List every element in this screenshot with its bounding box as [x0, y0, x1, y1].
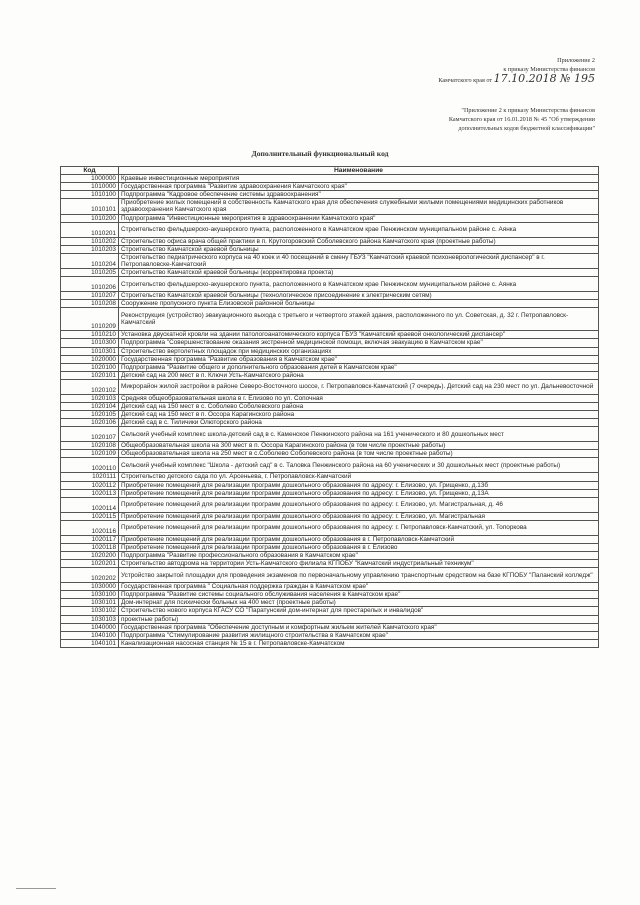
row-code: 1020114	[61, 497, 119, 512]
row-code: 1010207	[61, 292, 119, 300]
table-row	[61, 623, 599, 631]
document-header-approval	[438, 56, 595, 85]
row-name: Реконструкция (устройство) эвакуационного выхода с третьего и четвертого этажей здания, расположенного по ул. Советская, д. 32 г. Петропавловск-Камчатский	[119, 308, 599, 331]
table-row	[61, 560, 599, 568]
row-name: Сооружение пропускного пункта Елизовской районной больницы	[119, 300, 599, 308]
table-row	[61, 419, 599, 427]
column-header-code: Код	[61, 167, 119, 175]
row-name: Строительство педиатрического корпуса на 40 коек и 40 посещений в смену ГБУЗ "Камчатский краевой психоневрологический диспансер" в г. Петропавловске-Камчатский	[119, 253, 599, 268]
row-code: 1020110	[61, 458, 119, 473]
row-name: Приобретение помещений для реализации программ дошкольного образования в г. Петропавловск-Камчатский	[119, 535, 599, 543]
row-name: Краевые инвестиционные мероприятия	[119, 175, 599, 183]
appendix-label: Приложение 2	[557, 57, 595, 64]
order-reference: к приказу Министерства финансов	[503, 66, 595, 73]
table-row	[61, 237, 599, 245]
document-header-amended	[449, 106, 595, 133]
row-code: 1040101	[61, 639, 119, 647]
row-name: Строительство Камчатской краевой больницы	[119, 245, 599, 253]
row-name: Подпрограмма "Стимулирование развития жилищного строительства в Камчатском крае"	[119, 631, 599, 639]
table-body	[61, 175, 599, 648]
handwritten-date-number: 17.10.2018 № 195	[493, 72, 595, 85]
table-row	[61, 269, 599, 277]
table-row	[61, 631, 599, 639]
row-name: Государственная программа "Развитие здравоохранения Камчатского края"	[119, 183, 599, 191]
table-row	[61, 607, 599, 615]
row-code: 1010201	[61, 222, 119, 237]
row-code: 1020103	[61, 394, 119, 402]
row-name: Приобретение помещений для реализации программ дошкольного образования по адресу: г. Елизово, ул. Магистральная, д. 46	[119, 497, 599, 512]
row-code: 1020202	[61, 568, 119, 583]
row-code: 1020102	[61, 379, 119, 394]
table-row	[61, 481, 599, 489]
row-code: 1030101	[61, 599, 119, 607]
row-code: 1010100	[61, 191, 119, 199]
table-row	[61, 411, 599, 419]
row-name: Строительство фельдшерско-акушерского пункта, расположенного в Камчатском крае Пенжинском муниципальном районе с. Аянка	[119, 277, 599, 292]
row-code: 1040000	[61, 623, 119, 631]
row-code: 1000000	[61, 175, 119, 183]
table-row	[61, 458, 599, 473]
table-row	[61, 543, 599, 551]
row-name: Детский сад на 150 мест в с. Соболево Соболевского района	[119, 402, 599, 410]
row-code: 1010209	[61, 308, 119, 331]
order-date-line	[438, 74, 595, 85]
table-row	[61, 183, 599, 191]
table-row	[61, 363, 599, 371]
row-code: 1020111	[61, 473, 119, 481]
table-row	[61, 568, 599, 583]
table-row	[61, 347, 599, 355]
row-code: 1010202	[61, 237, 119, 245]
row-name: Строительство детского сада по ул. Арсеньева, г. Петропавловск-Камчатский	[119, 473, 599, 481]
row-code: 1030102	[61, 607, 119, 615]
table-row	[61, 277, 599, 292]
table-row	[61, 300, 599, 308]
row-name: Строительство Камчатской краевой больницы (корректировка проекта)	[119, 269, 599, 277]
row-code: 1010208	[61, 300, 119, 308]
row-name: Строительство автодрома на территории Усть-Камчатского филиала КГПОБУ "Камчатский индустриальный техникум"	[119, 560, 599, 568]
row-name: Подпрограмма "Кадровое обеспечение системы здравоохранения"	[119, 191, 599, 199]
row-code: 1020112	[61, 481, 119, 489]
row-name: Строительство нового корпуса КГАСУ СО "Паратунский дом-интернат для престарелых и инвалидов"	[119, 607, 599, 615]
row-code: 1010206	[61, 277, 119, 292]
table-row	[61, 591, 599, 599]
table-row	[61, 253, 599, 268]
row-code: 1020105	[61, 411, 119, 419]
table-row	[61, 199, 599, 214]
row-name: Приобретение помещений для реализации программ дошкольного образования по адресу: г. Петропавловск-Камчатский, ул. Топоркова	[119, 520, 599, 535]
row-name: Канализационная насосная станция № 15 в г. Петропавловске-Камчатском	[119, 639, 599, 647]
footer-mark	[16, 888, 56, 889]
amended-line-3: дополнительных кодов бюджетной классификации"	[458, 125, 595, 132]
row-code: 1020000	[61, 355, 119, 363]
table-header-row	[61, 167, 599, 175]
amended-line-1: "Приложение 2 к приказу Министерства финансов	[461, 107, 595, 114]
table-row	[61, 222, 599, 237]
row-code: 1020201	[61, 560, 119, 568]
row-code: 1040100	[61, 631, 119, 639]
amended-line-2: Камчатского края от 16.01.2018 № 45 "Об утверждении	[448, 116, 595, 123]
row-code: 1020113	[61, 489, 119, 497]
table-row	[61, 402, 599, 410]
table-row	[61, 512, 599, 520]
table-row	[61, 191, 599, 199]
row-name: Детский сад на 150 мест в п. Оссора Карагинского района	[119, 411, 599, 419]
table-row	[61, 489, 599, 497]
row-name: Государственная программа "Развитие образования в Камчатском крае"	[119, 355, 599, 363]
column-header-name: Наименование	[119, 167, 599, 175]
row-code: 1020107	[61, 427, 119, 442]
row-name: Устройство закрытой площадки для проведения экзаменов по первоначальному управлению транспортным средством на базе КГПОБУ "Паланский колледж"	[119, 568, 599, 583]
row-code: 1030103	[61, 615, 119, 623]
row-name: Подпрограмма "Инвестиционные мероприятия в здравоохранении Камчатского края"	[119, 214, 599, 222]
table-row	[61, 520, 599, 535]
table-row	[61, 214, 599, 222]
table-row	[61, 394, 599, 402]
row-code: 1010101	[61, 199, 119, 214]
row-code: 1020104	[61, 402, 119, 410]
table-row	[61, 175, 599, 183]
row-code: 1020108	[61, 442, 119, 450]
table-row	[61, 599, 599, 607]
row-name: проектные работы)	[119, 615, 599, 623]
row-code: 1020200	[61, 552, 119, 560]
row-name: Подпрограмма "Развитие общего и дополнительного образования детей в Камчатском крае"	[119, 363, 599, 371]
row-name: Приобретение помещений для реализации программ дошкольного образования по адресу: г. Елизово, ул. Грищенко, д.13А	[119, 489, 599, 497]
row-code: 1020118	[61, 543, 119, 551]
row-name: Строительство офиса врача общей практики в п. Крутогоровский Соболевского района Камчатского края (проектные работы)	[119, 237, 599, 245]
table-row	[61, 292, 599, 300]
table-row	[61, 339, 599, 347]
row-name: Средняя общеобразовательная школа в г. Елизово по ул. Сопочная	[119, 394, 599, 402]
table-row	[61, 379, 599, 394]
row-name: Подпрограмма "Совершенствование оказания экстренной медицинской помощи, включая эвакуацию в Камчатском крае"	[119, 339, 599, 347]
row-code: 1020106	[61, 419, 119, 427]
table-row	[61, 615, 599, 623]
row-name: Строительство вертолетных площадок при медицинских организациях	[119, 347, 599, 355]
row-code: 1010301	[61, 347, 119, 355]
row-name: Детский сад в с. Тиличики Олюторского района	[119, 419, 599, 427]
table-row	[61, 371, 599, 379]
row-code: 1010000	[61, 183, 119, 191]
row-name: Общеобразовательная школа на 250 мест в с.Соболево Соболевского района (в том числе проектные работы)	[119, 450, 599, 458]
row-code: 1020117	[61, 535, 119, 543]
row-name: Приобретение помещений для реализации программ дошкольного образования по адресу: г. Елизово, ул. Грищенко, д.13б	[119, 481, 599, 489]
row-code: 1010204	[61, 253, 119, 268]
row-code: 1020116	[61, 520, 119, 535]
table-row	[61, 473, 599, 481]
row-name: Дом-интернат для психически больных на 400 мест (проектные работы)	[119, 599, 599, 607]
row-code: 1010205	[61, 269, 119, 277]
row-name: Микрорайон жилой застройки в районе Северо-Восточного шоссе, г. Петропавловск-Камчатский (7 очередь). Детский сад на 230 мест по ул. Дальневосточной	[119, 379, 599, 394]
row-code: 1030100	[61, 591, 119, 599]
row-code: 1020115	[61, 512, 119, 520]
row-name: Строительство Камчатской краевой больницы (технологическое присоединение к электрическим сетям)	[119, 292, 599, 300]
row-name: Приобретение помещений для реализации программ дошкольного образования по адресу: г. Елизово, ул. Магистральная	[119, 512, 599, 520]
row-name: Установка двускатной кровли на здании патологоанатомического корпуса ГБУЗ "Камчатский краевой онкологический диспансер"	[119, 331, 599, 339]
row-name: Государственная программа "Обеспечение доступным и комфортным жильем жителей Камчатского края"	[119, 623, 599, 631]
row-code: 1020101	[61, 371, 119, 379]
row-code: 1030000	[61, 583, 119, 591]
table-row	[61, 308, 599, 331]
table-row	[61, 331, 599, 339]
row-code: 1010203	[61, 245, 119, 253]
row-code: 1010200	[61, 214, 119, 222]
row-code: 1010210	[61, 331, 119, 339]
order-date-prefix: Камчатского края от	[438, 77, 493, 84]
row-name: Подпрограмма "Развитие системы социального обслуживания населения в Камчатском крае"	[119, 591, 599, 599]
row-code: 1020100	[61, 363, 119, 371]
table-row	[61, 442, 599, 450]
table-row	[61, 552, 599, 560]
document-title: Дополнительный функциональный код	[251, 149, 389, 158]
row-name: Приобретение жилых помещений в собственность Камчатского края для обеспечения служебными жилыми помещениями медицинских работников здравоохранения Камчатского края	[119, 199, 599, 214]
table-row	[61, 245, 599, 253]
codes-table	[60, 166, 599, 648]
table-row	[61, 427, 599, 442]
row-name: Детский сад на 200 мест в п. Ключи Усть-Камчатского района	[119, 371, 599, 379]
row-name: Подпрограмма "Развитие профессионального образования в Камчатском крае"	[119, 552, 599, 560]
row-code: 1020109	[61, 450, 119, 458]
row-name: Строительство фельдшерско-акушерского пункта, расположенного в Камчатском крае Пенжинском муниципальном районе с. Аянка	[119, 222, 599, 237]
row-name: Сельский учебный комплекс "Школа - детский сад" в с. Таловка Пенжинского района на 60 ученических и 30 дошкольных мест (проектные работы)	[119, 458, 599, 473]
table-row	[61, 535, 599, 543]
table-row	[61, 450, 599, 458]
table-row	[61, 583, 599, 591]
row-name: Приобретение помещений для реализации программ дошкольного образования в г. Елизово	[119, 543, 599, 551]
row-name: Государственная программа " Социальная поддержка граждан в Камчатском крае"	[119, 583, 599, 591]
table-row	[61, 639, 599, 647]
row-code: 1010300	[61, 339, 119, 347]
table-row	[61, 355, 599, 363]
table-row	[61, 497, 599, 512]
row-name: Сельский учебный комплекс школа-детский сад в с. Каменское Пенжинского района на 161 ученического и 80 дошкольных мест	[119, 427, 599, 442]
row-name: Общеобразовательная школа на 300 мест в п. Оссора Карагинского района (в том числе проектные работы)	[119, 442, 599, 450]
